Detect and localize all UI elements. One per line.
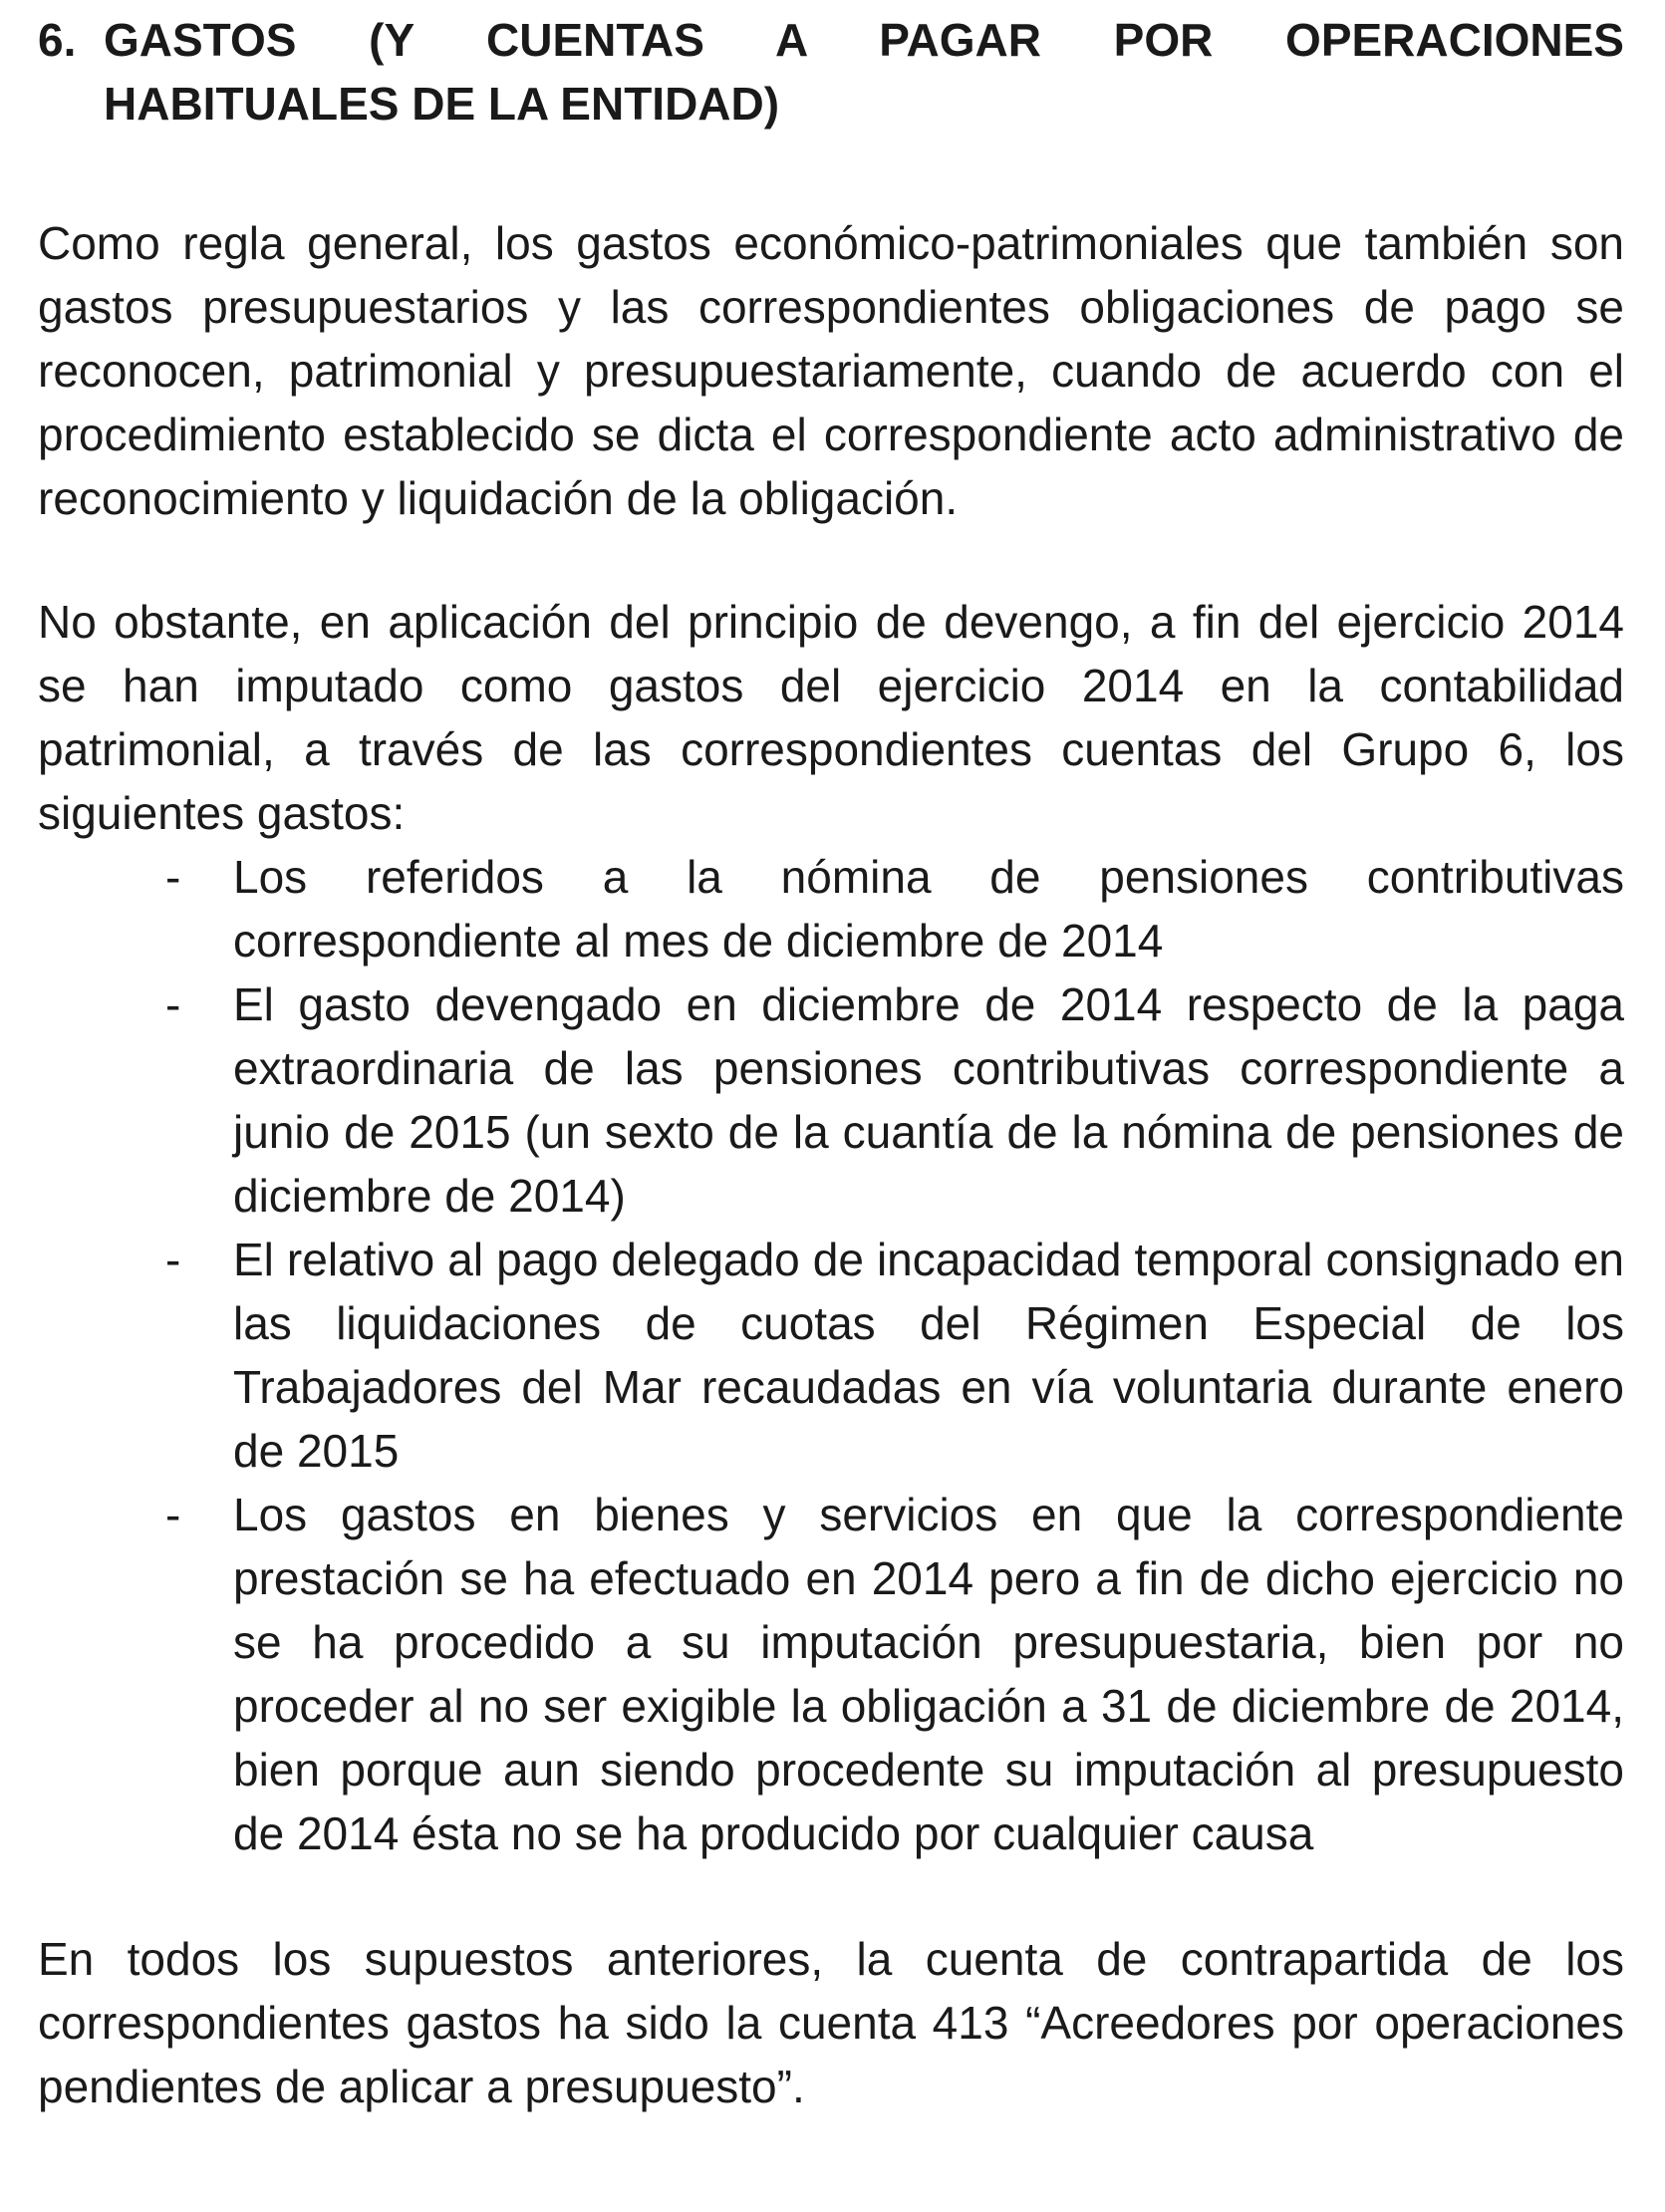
- bullet-dash: -: [165, 1489, 181, 1540]
- section-number: 6.: [38, 14, 77, 66]
- list-item-text: El gasto devengado en diciembre de 2014 respecto de la paga extraordinaria de las pensiones contributivas correspondiente a junio de 2015 (un sexto de la cuantía de la nómina de pensiones de diciembre de 2014): [233, 978, 1624, 1222]
- paragraph-devengo: No obstante, en aplicación del principio de devengo, a fin del ejercicio 2014 se han imputado como gastos del ejercicio 2014 en la contabilidad patrimonial, a través de las correspondientes cuentas del Grupo 6, los siguientes gastos:: [38, 596, 1624, 839]
- section-title-line2: HABITUALES DE LA ENTIDAD): [104, 78, 780, 130]
- bullet-dash: -: [165, 1234, 181, 1285]
- list-item-text: Los referidos a la nómina de pensiones contributivas correspondiente al mes de diciembre de 2014: [233, 851, 1624, 967]
- bullet-dash: -: [165, 978, 181, 1030]
- paragraph-general-rule: Como regla general, los gastos económico-patrimoniales que también son gastos presupuestarios y las correspondientes obligaciones de pago se reconocen, patrimonial y presupuestariamente, cuando de acuerdo con el procedimiento establecido se dicta el correspondiente acto administrativo de reconocimiento y liquidación de la obligación.: [38, 217, 1624, 524]
- paragraph-contrapartida: En todos los supuestos anteriores, la cuenta de contrapartida de los correspondientes gastos ha sido la cuenta 413 “Acreedores por operaciones pendientes de aplicar a presupuesto”.: [38, 1933, 1624, 2112]
- list-item-text: El relativo al pago delegado de incapacidad temporal consignado en las liquidaciones de cuotas del Régimen Especial de los Trabajadores del Mar recaudadas en vía voluntaria durante enero de 2015: [233, 1234, 1624, 1477]
- section-title: [104, 8, 1624, 136]
- list-item: [38, 1483, 1624, 1865]
- list-item-text: Los gastos en bienes y servicios en que la correspondiente prestación se ha efectuado en 2014 pero a fin de dicho ejercicio no se ha procedido a su imputación presupuestaria, bien por no proceder al no ser exigible la obligación a 31 de diciembre de 2014, bien porque aun siendo procedente su imputación al presupuesto de 2014 ésta no se ha producido por cualquier causa: [233, 1489, 1624, 1859]
- list-item: [38, 972, 1624, 1228]
- document-page: [38, 0, 1624, 2118]
- bullet-dash: -: [165, 851, 181, 903]
- list-item: [38, 845, 1624, 972]
- expense-list: [38, 845, 1624, 1865]
- section-heading: [38, 8, 1624, 136]
- section-title-line1: GASTOS (Y CUENTAS A PAGAR POR OPERACIONES: [104, 14, 1624, 66]
- list-item: [38, 1228, 1624, 1483]
